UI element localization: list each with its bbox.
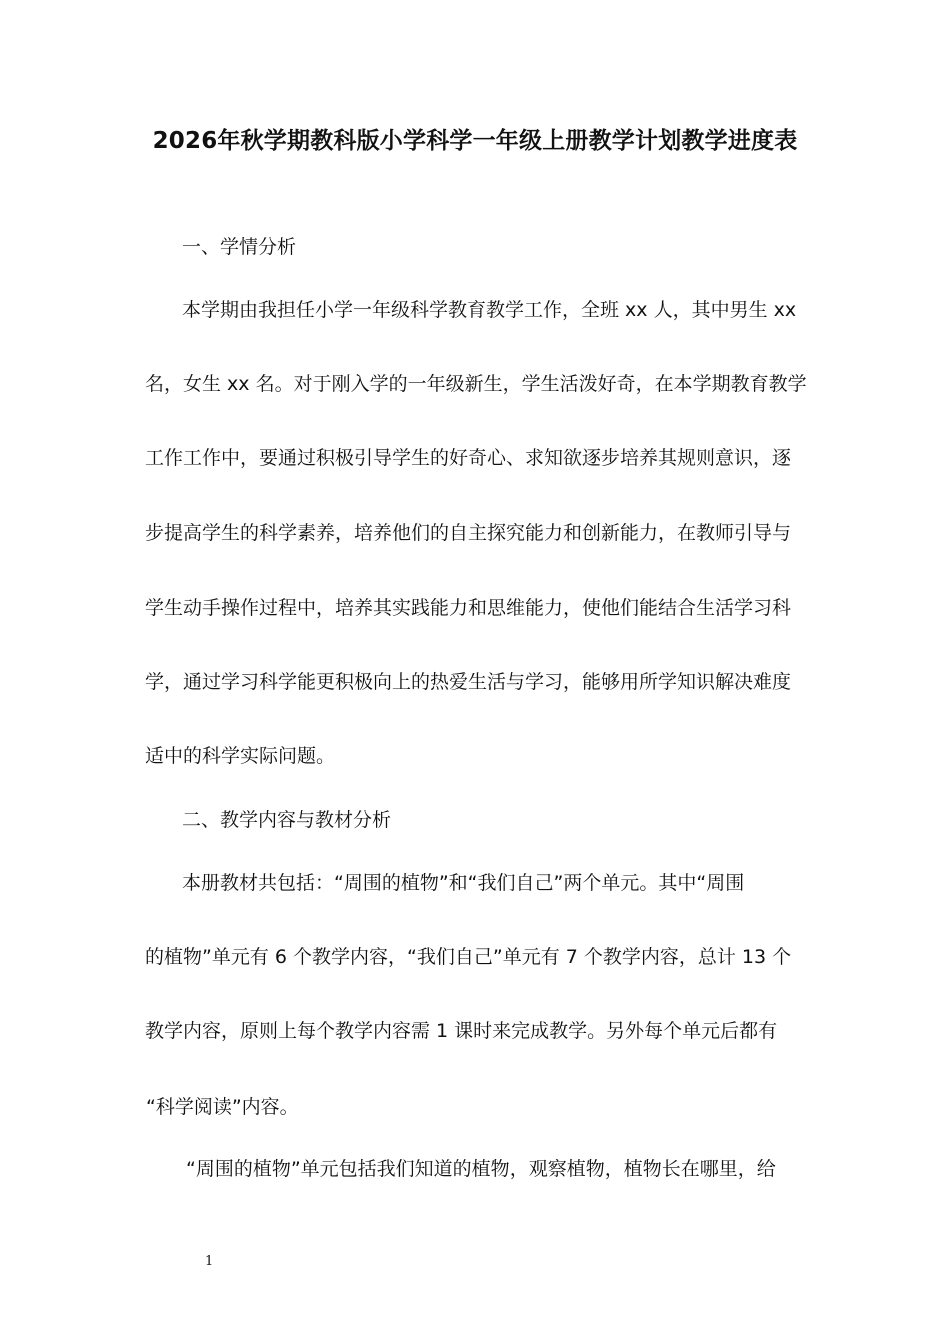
paragraph-line: 适中的科学实际问题。	[145, 745, 336, 767]
section-heading-content-analysis: 二、教学内容与教材分析	[182, 809, 392, 831]
paragraph-line: 学生动手操作过程中，培养其实践能力和思维能力，使他们能结合生活学习科	[145, 597, 792, 619]
paragraph-line: 教学内容，原则上每个教学内容需 1 课时来完成教学。另外每个单元后都有	[145, 1020, 778, 1042]
paragraph-line: 本册教材共包括：“周围的植物”和“我们自己”两个单元。其中“周围	[182, 872, 745, 894]
paragraph-line: “周围的植物”单元包括我们知道的植物，观察植物，植物长在哪里，给	[186, 1158, 776, 1180]
paragraph-line: 学，通过学习科学能更积极向上的热爱生活与学习，能够用所学知识解决难度	[145, 671, 792, 693]
paragraph-line: 步提高学生的科学素养，培养他们的自主探究能力和创新能力，在教师引导与	[145, 522, 792, 544]
paragraph-line: 工作工作中，要通过积极引导学生的好奇心、求知欲逐步培养其规则意识，逐	[145, 447, 792, 469]
paragraph-line: “科学阅读”内容。	[146, 1096, 299, 1118]
paragraph-line: 本学期由我担任小学一年级科学教育教学工作，全班 xx 人，其中男生 xx	[182, 299, 797, 321]
document-title: 2026年秋学期教科版小学科学一年级上册教学计划教学进度表	[152, 128, 798, 154]
paragraph-line: 的植物”单元有 6 个教学内容，“我们自己”单元有 7 个教学内容，总计 13 个	[145, 946, 792, 968]
paragraph-line: 名，女生 xx 名。对于刚入学的一年级新生，学生活泼好奇，在本学期教育教学	[145, 373, 807, 395]
section-heading-learning-analysis: 一、学情分析	[182, 236, 297, 258]
page-number: 1	[205, 1254, 214, 1269]
